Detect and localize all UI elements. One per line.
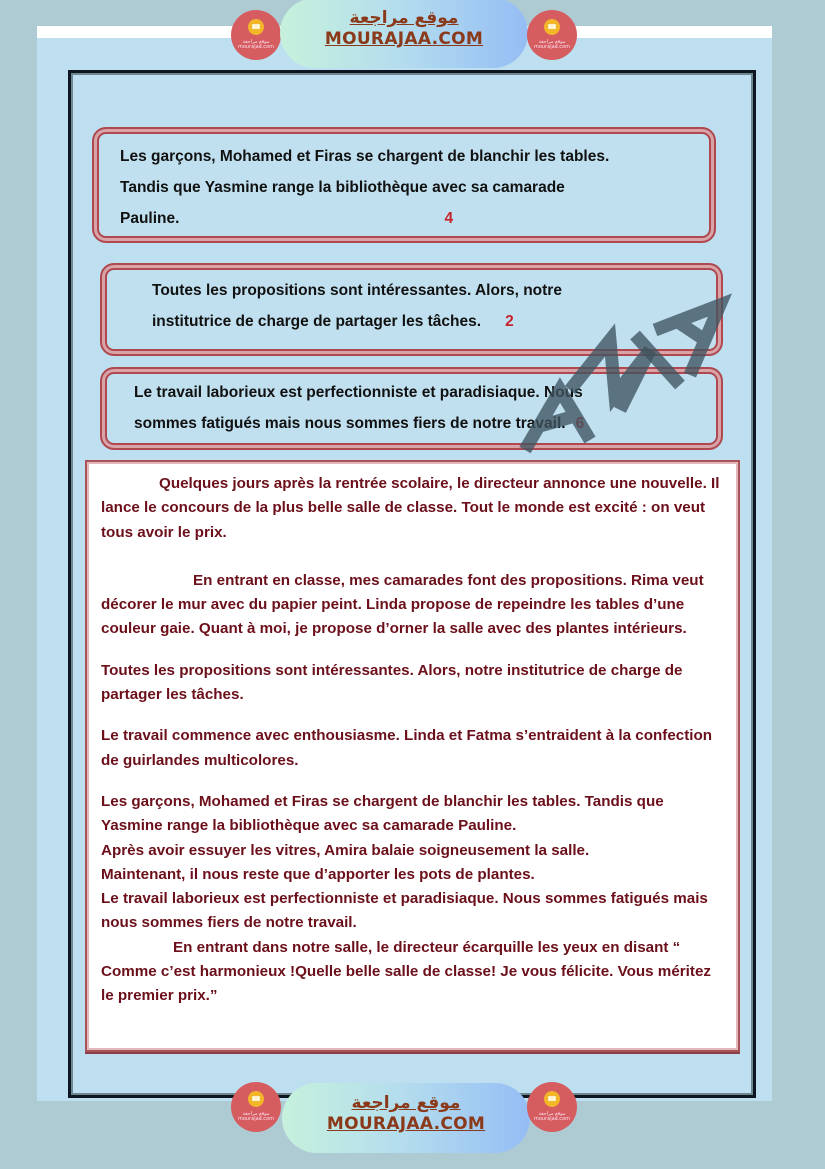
order-number: 2	[505, 313, 514, 330]
logo-caption-ar: موقع مراجعة	[242, 39, 270, 45]
order-number: 4	[444, 210, 454, 227]
logo-caption-ar: موقع مراجعة	[242, 1111, 270, 1117]
story-paragraph-5-line-3: Maintenant, il nous reste que d’apporter les pots de plantes.	[101, 865, 535, 883]
sentence-box-2	[100, 263, 723, 356]
sentence-line: Tandis que Yasmine range la bibliothèque avec sa camarade	[120, 179, 565, 196]
sentence-line: sommes fatigués mais nous sommes fiers de notre travail. 6	[134, 415, 585, 432]
banner-arabic-title: موقع مراجعة	[351, 1093, 461, 1113]
book-icon	[544, 1091, 560, 1107]
banner-site-name[interactable]: MOURAJAA.COM	[324, 29, 484, 49]
book-icon	[248, 19, 264, 35]
site-banner-bottom[interactable]	[282, 1083, 530, 1153]
story-text-box	[85, 460, 740, 1052]
logo-caption-en: mourajaa.com	[237, 1116, 274, 1122]
story-paragraph-5-line-1: Les garçons, Mohamed et Firas se chargent de blanchir les tables. Tandis que Yasmine range la bibliothèque avec sa camarade Pauline.	[101, 792, 664, 835]
mourajaa-logo-icon[interactable]	[527, 1082, 577, 1132]
story-paragraph-1: Quelques jours après la rentrée scolaire, le directeur annonce une nouvelle. Il lance le concours de la plus belle salle de classe. Tout le monde est excité : on veut tous avoir le prix.	[101, 475, 720, 541]
sentence-line: Le travail laborieux est perfectionniste et paradisiaque. Nous	[134, 384, 583, 401]
sentence-box-3	[100, 367, 723, 450]
story-paragraph-3: Toutes les propositions sont intéressantes. Alors, notre institutrice de charge de partager les tâches.	[101, 661, 683, 704]
book-icon	[248, 1091, 264, 1107]
sentence-box-1	[92, 127, 716, 243]
order-number: 6	[575, 415, 585, 432]
banner-site-name[interactable]: MOURAJAA.COM	[326, 1114, 486, 1134]
site-banner-top[interactable]	[280, 0, 528, 68]
sentence-line: Les garçons, Mohamed et Firas se chargent de blanchir les tables.	[120, 148, 610, 165]
logo-caption-ar: موقع مراجعة	[538, 1111, 566, 1117]
logo-caption-ar: موقع مراجعة	[538, 39, 566, 45]
mourajaa-logo-icon[interactable]	[231, 1082, 281, 1132]
mourajaa-logo-icon[interactable]	[231, 10, 281, 60]
sentence-line: Pauline. 4	[120, 210, 454, 227]
logo-caption-en: mourajaa.com	[533, 1116, 570, 1122]
story-paragraph-2: En entrant en classe, mes camarades font des propositions. Rima veut décorer le mur avec du papier peint. Linda propose de repeindre les tables d’une couleur gaie. Quant à moi, je propose d’orner la salle avec des plantes intérieurs.	[101, 571, 704, 638]
sentence-line: Toutes les propositions sont intéressantes. Alors, notre	[152, 282, 562, 299]
story-paragraph-4: Le travail commence avec enthousiasme. Linda et Fatma s’entraident à la confection de guirlandes multicolores.	[101, 727, 713, 769]
story-paragraph-5-line-4: Le travail laborieux est perfectionniste et paradisiaque. Nous sommes fatigués mais nous sommes fiers de notre travail.	[101, 890, 708, 932]
logo-caption-en: mourajaa.com	[237, 44, 274, 50]
story-paragraph-6: En entrant dans notre salle, le directeur écarquille les yeux en disant “ Comme c’est harmonieux !Quelle belle salle de classe! Je vous félicite. Vous méritez le premier prix.”	[101, 938, 711, 1005]
logo-caption-en: mourajaa.com	[533, 44, 570, 50]
story-paragraph-5-line-2: Après avoir essuyer les vitres, Amira balaie soigneusement la salle.	[101, 841, 590, 859]
banner-arabic-title: موقع مراجعة	[349, 8, 459, 28]
mourajaa-logo-icon[interactable]	[527, 10, 577, 60]
sentence-line: institutrice de charge de partager les tâches. 2	[152, 313, 514, 330]
book-icon	[544, 19, 560, 35]
